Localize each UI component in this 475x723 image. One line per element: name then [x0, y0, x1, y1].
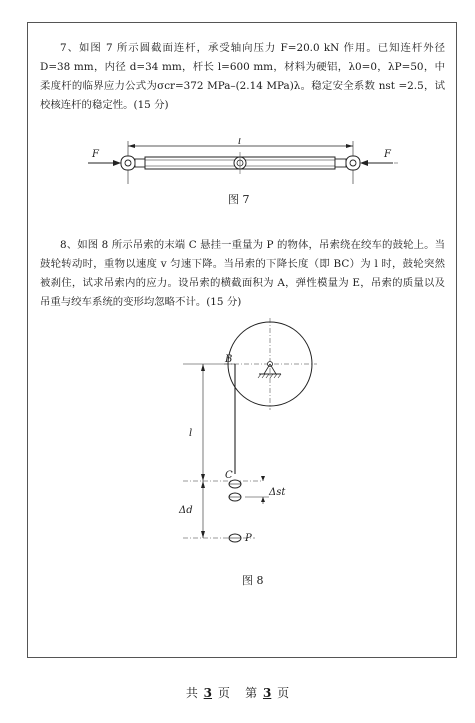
- problem-8-text: 8、如图 8 所示吊索的末端 C 悬挂一重量为 P 的物体，吊索绕在绞车的鼓轮上。当鼓轮转动时，重物以速度 v 匀速下降。当吊索的下降长度（即 BC）为 l 时，鼓轮突然被刹住，试求吊索内的应力。设吊索的横截面积为 A，弹性模量为 E，吊索的质量以及吊重与绞车系统的变形均忽略不计。(15 分): [40, 239, 445, 308]
- figure-8-label-p: P: [245, 533, 252, 544]
- figure-8-caption: 图 8: [242, 574, 264, 587]
- total-pages: 3: [203, 686, 213, 700]
- figure-7-diagram: [88, 138, 418, 188]
- figure-7-force-left-label: F: [92, 149, 99, 160]
- problem-7-text: 7、如图 7 所示圆截面连杆，承受轴向压力 F=20.0 kN 作用。已知连杆外径 D=38 mm，内径 d=34 mm，杆长 l=600 mm，材料为硬铝，λ0=0，λP=50，中柔度杆的临界应力公式为σcr=372 MPa–(2.14 MPa)λ。稳定安全系数 nst =2.5，试校核连杆的稳定性。(15 分): [40, 42, 445, 111]
- figure-7-force-right-label: F: [384, 149, 391, 160]
- figure-7-caption: 图 7: [228, 193, 250, 206]
- figure-7-length-label: l: [238, 138, 242, 147]
- figure-8-label-b: B: [225, 354, 233, 365]
- figure-8-label-c: C: [225, 470, 233, 481]
- figure-8-diagram: [165, 300, 335, 552]
- page-footer: 共 3 页 第 3 页: [185, 686, 290, 700]
- figure-8-label-delta-st: Δst: [269, 487, 286, 498]
- figure-8-label-delta-d: Δd: [179, 505, 193, 516]
- figure-8-label-l: l: [189, 428, 193, 439]
- page-number: 3: [262, 686, 272, 700]
